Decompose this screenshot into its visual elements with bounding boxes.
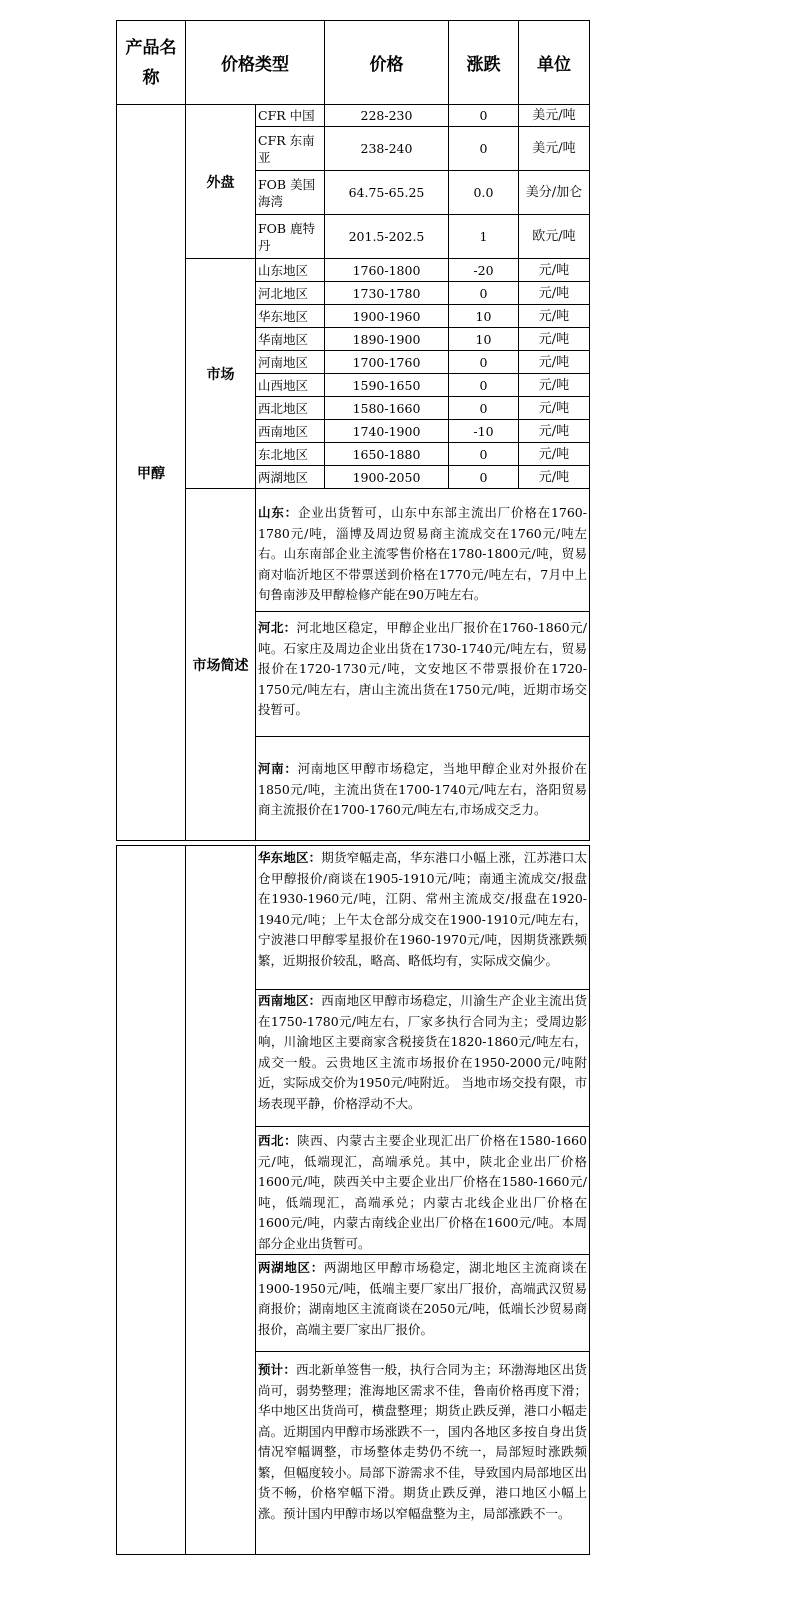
block-text: 期货窄幅走高，华东港口小幅上涨，江苏港口太仓甲醇报价/商谈在1905-1910元/吨；南通主流成交/报盘在1930-1960元/吨，江阴、常州主流成交/报盘在1920-1940元/吨；上午太仓部分成交在1900-1910元/吨左右，宁波港口甲醇零星报价在1960-1970元/吨，因期货涨跌频繁，近期报价较乱，略高、略低均有，实际成交偏少。 (258, 850, 587, 968)
price-type-cell: 两湖地区 (256, 466, 325, 489)
price-type-cell: 西北地区 (256, 397, 325, 420)
foreign-group-label: 外盘 (186, 105, 256, 259)
empty-group-cell (186, 846, 256, 1555)
block-title: 西南地区： (258, 993, 322, 1008)
block-title: 西北： (258, 1133, 298, 1148)
price-cell: 1590-1650 (325, 374, 449, 397)
block-text: 河北地区稳定，甲醇企业出厂报价在1760-1860元/吨。石家庄及周边企业出货在1730-1740元/吨左右，贸易报价在1720-1730元/吨，文安地区不带票报价在1720-1750元/吨左右，唐山主流出货在1750元/吨，近期市场交投暂可。 (258, 620, 587, 717)
price-type-cell: FOB 美国海湾 (256, 171, 325, 215)
unit-cell: 元/吨 (519, 443, 590, 466)
change-cell: 0 (449, 105, 519, 127)
description-block (256, 1127, 590, 1255)
change-cell: -20 (449, 259, 519, 282)
header-product-name: 产品名称 (117, 21, 186, 105)
unit-cell: 美元/吨 (519, 127, 590, 171)
change-cell: 0 (449, 351, 519, 374)
description-block (256, 990, 590, 1127)
price-cell: 1900-1960 (325, 305, 449, 328)
change-cell: 0 (449, 374, 519, 397)
price-cell: 64.75-65.25 (325, 171, 449, 215)
price-cell: 1730-1780 (325, 282, 449, 305)
block-title: 河南： (258, 761, 298, 776)
price-type-cell: 西南地区 (256, 420, 325, 443)
header-row (117, 21, 590, 105)
description-block (256, 612, 590, 737)
unit-cell: 美分/加仑 (519, 171, 590, 215)
block-text: 两湖地区甲醇市场稳定，湖北地区主流商谈在1900-1950元/吨，低端主要厂家出厂报价，高端武汉贸易商报价；湖南地区主流商谈在2050元/吨，低端长沙贸易商报价，高端主要厂家出厂报价。 (258, 1260, 587, 1337)
table-row (117, 259, 590, 282)
change-cell: 0 (449, 466, 519, 489)
price-type-cell: 山东地区 (256, 259, 325, 282)
unit-cell: 元/吨 (519, 328, 590, 351)
unit-cell: 元/吨 (519, 420, 590, 443)
price-type-cell: 山西地区 (256, 374, 325, 397)
block-title: 预计： (258, 1362, 296, 1377)
change-cell: 0 (449, 397, 519, 420)
block-title: 两湖地区： (258, 1260, 324, 1275)
price-cell: 1740-1900 (325, 420, 449, 443)
change-cell: 10 (449, 305, 519, 328)
unit-cell: 元/吨 (519, 351, 590, 374)
continuation-table (116, 845, 590, 1555)
price-type-cell: 河南地区 (256, 351, 325, 374)
change-cell: 0 (449, 443, 519, 466)
description-block (256, 1352, 590, 1555)
price-type-cell: 华南地区 (256, 328, 325, 351)
price-cell: 1650-1880 (325, 443, 449, 466)
header-unit: 单位 (519, 21, 590, 105)
unit-cell: 元/吨 (519, 305, 590, 328)
block-title: 河北： (258, 620, 297, 635)
change-cell: 0 (449, 282, 519, 305)
change-cell: 10 (449, 328, 519, 351)
header-change: 涨跌 (449, 21, 519, 105)
product-cell: 甲醇 (117, 105, 186, 841)
empty-product-cell (117, 846, 186, 1555)
block-text: 西南地区甲醇市场稳定，川渝生产企业主流出货在1750-1780元/吨左右，厂家多执行合同为主；受周边影响，川渝地区主要商家含税接货在1820-1860元/吨左右，成交一般。云贵地区主流市场报价在1950-2000元/吨附近，实际成交价为1950元/吨附近。 当地市场交投有限，市场表现平静，价格浮动不大。 (258, 993, 587, 1111)
price-cell: 1580-1660 (325, 397, 449, 420)
market-group-label: 市场 (186, 259, 256, 489)
unit-cell: 欧元/吨 (519, 215, 590, 259)
price-cell: 228-230 (325, 105, 449, 127)
unit-cell: 美元/吨 (519, 105, 590, 127)
description-group-label: 市场简述 (186, 489, 256, 841)
unit-cell: 元/吨 (519, 466, 590, 489)
price-cell: 1890-1900 (325, 328, 449, 351)
price-type-cell: FOB 鹿特丹 (256, 215, 325, 259)
price-cell: 1900-2050 (325, 466, 449, 489)
block-text: 企业出货暂可，山东中东部主流出厂价格在1760-1780元/吨，淄博及周边贸易商主流成交在1760元/吨左右。山东南部企业主流零售价格在1780-1800元/吨，贸易商对临沂地区不带票送到价格在1770元/吨左右，7月中上旬鲁南涉及甲醇检修产能在90万吨左右。 (258, 505, 587, 602)
block-text: 西北新单签售一般，执行合同为主；环渤海地区出货尚可，弱势整理；淮海地区需求不佳，鲁南价格再度下滑；华中地区出货尚可，横盘整理；期货止跌反弹，港口小幅走高。近期国内甲醇市场涨跌不一，国内各地区多按自身出货情况窄幅调整，市场整体走势仍不统一，局部短时涨跌频繁，但幅度较小。局部下游需求不佳，导致国内局部地区出货不畅，价格窄幅下滑。期货止跌反弹，港口地区小幅上涨。预计国内甲醇市场以窄幅盘整为主，局部涨跌不一。 (258, 1362, 587, 1521)
unit-cell: 元/吨 (519, 397, 590, 420)
block-title: 山东： (258, 505, 298, 520)
unit-cell: 元/吨 (519, 282, 590, 305)
price-type-cell: 东北地区 (256, 443, 325, 466)
price-cell: 1700-1760 (325, 351, 449, 374)
block-title: 华东地区： (258, 850, 322, 865)
price-cell: 201.5-202.5 (325, 215, 449, 259)
block-text: 河南地区甲醇市场稳定，当地甲醇企业对外报价在1850元/吨，主流出货在1700-1740元/吨左右，洛阳贸易商主流报价在1700-1760元/吨左右,市场成交乏力。 (258, 761, 587, 817)
description-block (256, 846, 590, 990)
unit-cell: 元/吨 (519, 374, 590, 397)
unit-cell: 元/吨 (519, 259, 590, 282)
block-text: 陕西、内蒙古主要企业现汇出厂价格在1580-1660元/吨，低端现汇，高端承兑。其中，陕北企业出厂价格1600元/吨，陕西关中主要企业出厂价格在1580-1660元/吨，低端现汇，高端承兑；内蒙古北线企业出厂价格在1600元/吨，内蒙古南线企业出厂价格在1600元/吨。本周部分企业出货暂可。 (258, 1133, 587, 1251)
table-row (117, 489, 590, 612)
header-price-type: 价格类型 (186, 21, 325, 105)
price-cell: 238-240 (325, 127, 449, 171)
description-block (256, 737, 590, 841)
description-block (256, 489, 590, 612)
price-type-cell: 河北地区 (256, 282, 325, 305)
price-type-cell: CFR 中国 (256, 105, 325, 127)
change-cell: 1 (449, 215, 519, 259)
change-cell: 0.0 (449, 171, 519, 215)
description-block (256, 1255, 590, 1352)
table-row (117, 105, 590, 127)
header-price: 价格 (325, 21, 449, 105)
price-cell: 1760-1800 (325, 259, 449, 282)
table-row (117, 846, 590, 990)
price-type-cell: 华东地区 (256, 305, 325, 328)
price-table (116, 20, 590, 841)
change-cell: -10 (449, 420, 519, 443)
price-type-cell: CFR 东南亚 (256, 127, 325, 171)
change-cell: 0 (449, 127, 519, 171)
